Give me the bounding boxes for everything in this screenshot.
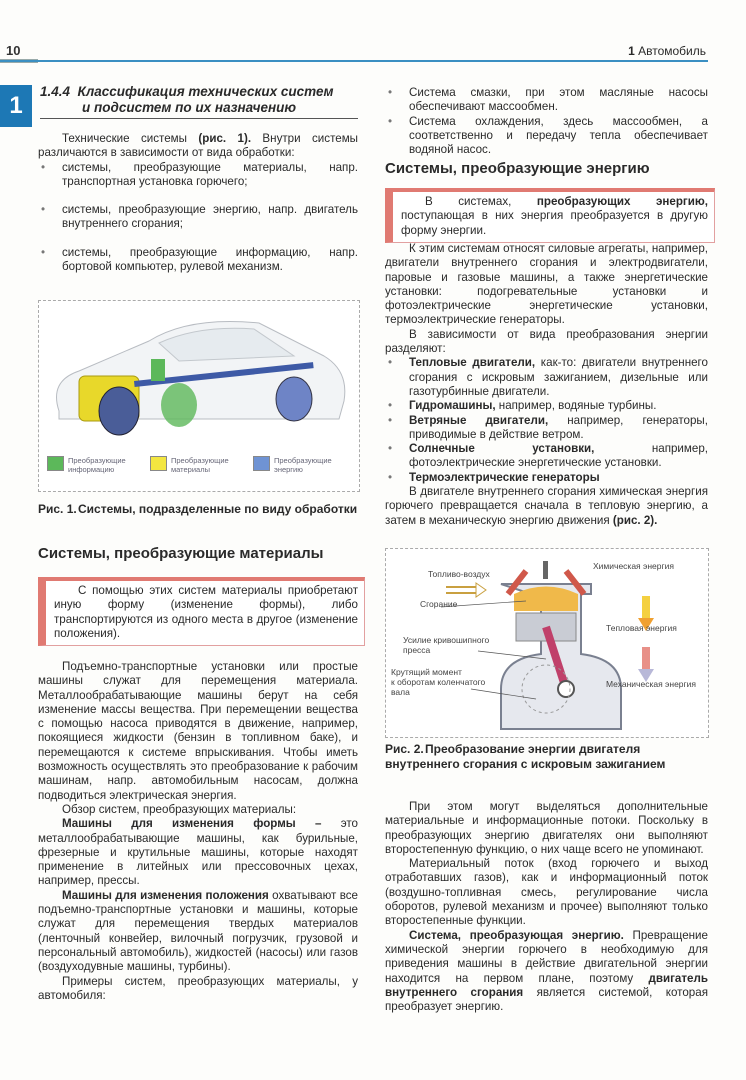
section-number: 1.4.4 [40, 84, 71, 99]
bold-text: Гидромашины, [409, 399, 496, 413]
bold-text: Машины для изменения формы – [62, 817, 322, 831]
text-run: это металлообрабатывающие машины, как бурильные, фрезерные и крутильные машины, которые находят применение в литейных или прессовочных цехах, например, прессы. [38, 817, 359, 888]
text-run: поступающая в них энергия преобразуется в другую форму энергии. [401, 209, 708, 237]
chapter-number: 1 [628, 44, 635, 58]
text-run: В двигателе внутреннего сгорания химическая энергия горючего превращается сначала в тепловую энергию, а затем в механическую энергию движения [385, 485, 708, 527]
text-run: охватывают все подъемно-транспортные установки и машины, которые служат для перемещения твердых материалов (ленточный конвейер, вилочный погрузчик, грузовой и персональный автомобиль), жидкостей (насосы) или газов (воздуходувные машины, турбины). [38, 888, 358, 974]
arrow-chemical-to-thermal [642, 596, 650, 618]
list-item [385, 356, 708, 399]
definition-box-energy [385, 188, 715, 243]
legend-item-materials [150, 456, 233, 474]
figure-2-engine [385, 548, 709, 738]
label-line: Усилие кривошипного [403, 635, 490, 645]
information-system-ecu [151, 359, 165, 381]
list-item: • системы, преобразующие материалы, напр. транспортная установка горючего; [38, 161, 358, 190]
text-run: например, водяные турбины. [495, 399, 657, 413]
energy-conversion-types [385, 356, 708, 485]
label-line: вала [391, 687, 410, 697]
label-line: к оборотам коленчатого [391, 677, 486, 687]
intake-arrow [446, 587, 476, 593]
figure-1-caption [38, 502, 358, 517]
definition-text [401, 195, 708, 238]
caption-number: Рис. 1. [38, 502, 77, 516]
text-run: как-то: двигатели внутреннего сгорания с искровым зажиганием, дизельные или газотурбинные двигатели. [409, 356, 708, 398]
label-chemical-energy: Химическая энергия [593, 561, 674, 571]
figure-2-caption [385, 742, 708, 772]
text-run: например, генераторы, приводимые в действие ветром. [409, 413, 708, 441]
processing-types-list [38, 161, 358, 275]
bold-text: преобразующих энергию, [536, 195, 708, 208]
list-item: • системы, преобразующие информацию, напр. бортовой компьютер, рулевой механизм. [38, 246, 358, 275]
list-item [385, 399, 708, 413]
legend-swatch [253, 456, 270, 471]
rear-wheel [276, 377, 312, 421]
section-title-line2: и подсистем по их назначению [82, 100, 297, 115]
legend-item-information [47, 456, 130, 474]
list-item [385, 414, 708, 443]
paragraph: Материальный поток (вход горючего и выход отработавших газов), как и информационный поток (воздушно-топливная смесь, регулирование числа оборотов, рулевой механизм и прочее) выполняют только второстепенные функции. [385, 857, 708, 928]
paragraph [385, 929, 708, 1015]
label-line: пресса [403, 645, 431, 655]
paragraph: В зависимости от вида преобразования энергии разделяют: [385, 327, 708, 356]
paragraph [385, 485, 708, 528]
header-rule [0, 60, 708, 62]
arrow-thermal-to-mechanical [642, 647, 650, 669]
paragraph: Обзор систем, преобразующих материалы: [62, 802, 297, 816]
bold-text: (рис. 2). [612, 513, 658, 527]
paragraph: Примеры систем, преобразующих материалы, у автомобиля: [38, 974, 358, 1002]
section-heading [40, 84, 358, 119]
subsystems-list [385, 86, 708, 157]
spark-plug [543, 561, 548, 579]
information-system-steering [161, 383, 197, 427]
paragraph [38, 889, 358, 975]
text-run: В системах, [425, 195, 537, 208]
front-wheel [99, 387, 139, 435]
text-run: Технические системы [62, 132, 199, 145]
car-illustration [39, 301, 359, 451]
label-mechanical-energy: Механическая энергия [606, 679, 696, 689]
bold-text: двигатель внутреннего сгорания [385, 971, 708, 999]
label-crank-force [403, 635, 489, 655]
bold-text: Ветряные двигатели, [409, 413, 549, 427]
legend-swatch [150, 456, 167, 471]
bold-text: Термоэлектрические генераторы [409, 470, 600, 484]
caption-text: Преобразование энергии двигателя внутреннего сгорания с искровым зажиганием [385, 742, 666, 771]
section-title-line1: Классификация технических систем [77, 84, 334, 99]
page-number: 10 [6, 43, 21, 58]
label-line: Крутящий момент [391, 667, 462, 677]
text-run: например, фотоэлектрические энергетические установки. [409, 442, 708, 470]
list-item [385, 442, 708, 471]
chapter-tab: 1 [0, 85, 32, 127]
paragraph: При этом могут выделяться дополнительные материальные и информационные потоки. Поскольку в преобразующих энергию двигателях они выполняют второстепенную функцию, о них чаще всего не упоминают. [385, 800, 708, 856]
label-combustion: Сгорание [420, 599, 458, 609]
label-fuel-air: Топливо-воздух [428, 569, 490, 579]
paragraph [38, 817, 358, 888]
text-run: Превращение химической энергии горючего в необходимую для приведения машины в действие двигательной энергии находится на первом плане, поэтому [385, 928, 708, 985]
legend-label: Преобразующие информацию [68, 456, 126, 474]
legend-item-energy [253, 456, 336, 474]
bold-text: Тепловые двигатели, [409, 356, 536, 370]
text-run: Внутри системы различаются в зависимости от вида обработки: [38, 132, 358, 160]
list-item: • Система смазки, при этом масляные насосы обеспечивают массообмен. [385, 86, 708, 115]
caption-number: Рис. 2. [385, 742, 424, 756]
figure-1-car [38, 300, 360, 492]
bold-text: (рис. 1). [198, 132, 252, 145]
label-thermal-energy: Тепловая энергия [606, 623, 677, 633]
caption-text: Системы, подразделенные по виду обработки [78, 502, 358, 516]
heading-material-systems: Системы, преобразующие материалы [38, 545, 324, 562]
chapter-title: Автомобиль [638, 44, 706, 58]
paragraph: Подъемно-транспортные установки или простые машины служат для перемещения материала. Металлообрабатывающие машины берут на себя изменение массы вещества. При перемещении вещества с помощью насоса приводятся в движение, например, покоящиеся жидкости (бензин в топливном баке), и перемещаются к системе впрыскивания. Чтобы иметь возможность осуществлять это преобразование к рабочим машинам, напр. автомобильным насосам, должна подводиться электрическая энергия. [38, 660, 358, 802]
label-torque [391, 667, 485, 697]
list-item: • Система охлаждения, здесь массообмен, а соответственно и передачу тепла обеспечивает водяной насос. [385, 115, 708, 158]
text-run: является системой, которая преобразует энергию. [385, 985, 708, 1014]
legend-label: Преобразующие энергию [274, 456, 332, 474]
combustion-chamber [514, 587, 578, 612]
definition-text: С помощью этих систем материалы приобретают иную форму (изменение формы), либо транспортируются из одного места в другое (изменение положения). [54, 584, 358, 640]
legend-swatch [47, 456, 64, 471]
bold-text: Машины для изменения положения [62, 888, 269, 902]
figure-1-legend [47, 456, 336, 474]
list-item: • системы, преобразующие энергию, напр. двигатель внутреннего сгорания; [38, 203, 358, 232]
legend-label: Преобразующие материалы [171, 456, 229, 474]
heading-energy-systems: Системы, преобразующие энергию [385, 160, 650, 177]
bold-text: Солнечные установки, [409, 442, 595, 456]
intro-paragraph [38, 132, 358, 161]
paragraph: К этим системам относят силовые агрегаты, например, двигатели внутреннего сгорания и электродвигатели, паровые и газовые машины, а также энергетические установки: подогревательные установки и фотоэлектрические энергетические установки, термоэлектрические генераторы. [385, 242, 708, 327]
bold-text: Система, преобразующая энергию. [409, 928, 624, 942]
running-header [628, 44, 706, 58]
list-item [385, 471, 708, 485]
definition-box-materials [38, 577, 365, 646]
